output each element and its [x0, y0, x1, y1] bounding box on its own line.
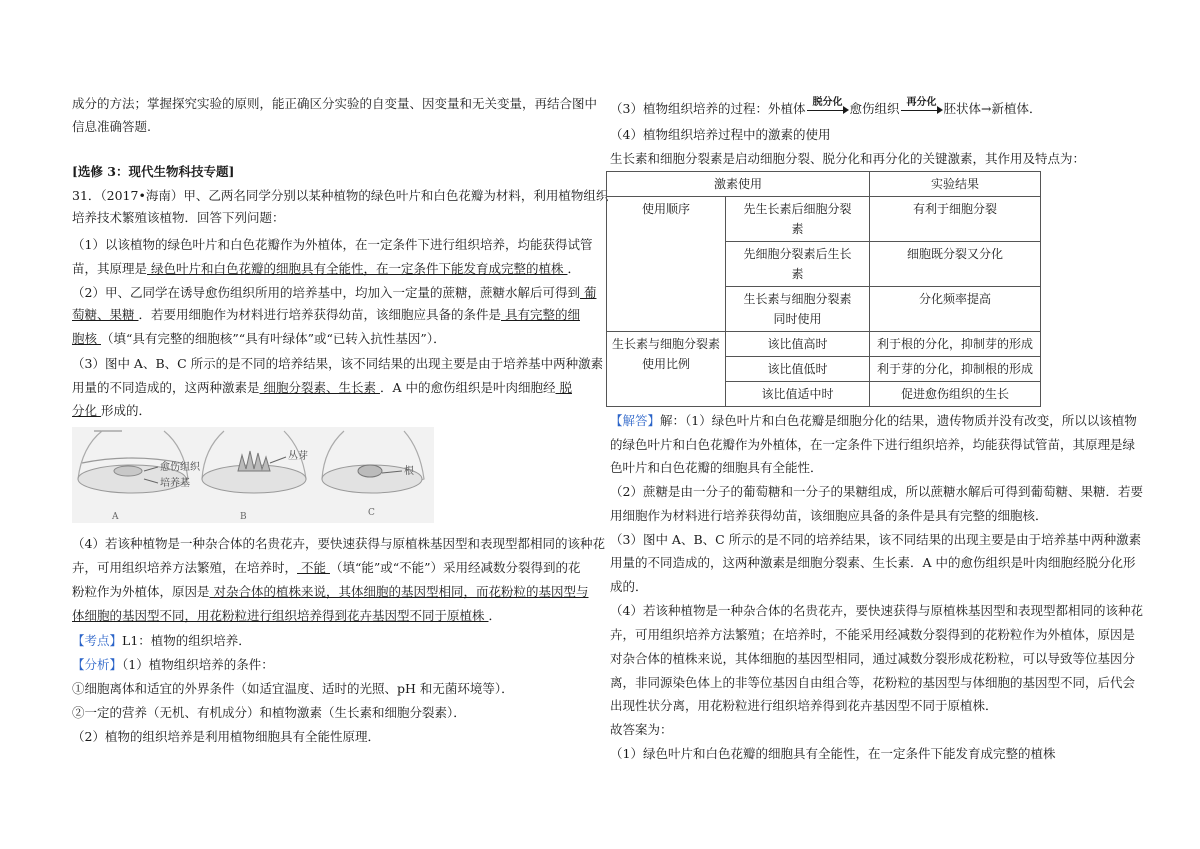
- text-span: （填“能”或“不能”）采用经减数分裂得到的花: [329, 560, 581, 575]
- solution-line: 用细胞作为材料进行培养获得幼苗，该细胞应具备的条件是具有完整的细胞核．: [610, 508, 1048, 523]
- question-stem: 培养技术繁殖该植物．回答下列问题：: [72, 210, 285, 225]
- figure-panel-label: C: [368, 508, 375, 518]
- text-line: （4）植物组织培养过程中的激素的使用: [610, 127, 831, 142]
- question-part: （1）以该植物的绿色叶片和白色花瓣作为外植体，在一定条件下进行组织培养，均能获得试管: [72, 237, 593, 252]
- arrow-redifferentiation: [899, 97, 943, 117]
- text-span: （2）甲、乙同学在诱导愈伤组织所用的培养基中，均加入一定量的蔗糖，蔗糖水解后可得到: [72, 285, 580, 300]
- table-group-label: 生长素与细胞分裂素 使用比例: [607, 332, 726, 407]
- analysis-item: ②一定的营养（无机、有机成分）和植物激素（生长素和细胞分裂素）．: [72, 705, 466, 720]
- question-part: （3）图中 A、B、C 所示的是不同的培养结果，该不同结果的出现主要是由于培养基中两种激素: [72, 356, 604, 371]
- solution-line: 卉，可用组织培养方法繁殖；在培养时，不能采用经减数分裂得到的花粉粒作为外植体，原因是: [610, 627, 1136, 642]
- answer-underlined: 萄糖、果糖: [72, 307, 139, 322]
- table-cell: 该比值适中时: [726, 382, 870, 407]
- figure-label: 培养基: [160, 478, 190, 489]
- table-cell: 分化频率提高: [870, 287, 1041, 332]
- solution-line: 对杂合体的植株来说，其体细胞的基因型相同，通过减数分裂形成花粉粒，可以导致等位基因分: [610, 651, 1136, 666]
- text-span: L1：植物的组织培养．: [122, 633, 251, 648]
- section-heading: [选修 3：现代生物科技专题]: [72, 164, 235, 179]
- question-part: [72, 584, 589, 600]
- hormone-table: [606, 171, 1041, 407]
- jieda-tag: 【解答】: [610, 413, 661, 428]
- solution-line: （2）蔗糖是由一分子的葡萄糖和一分子的果糖组成，所以蔗糖水解后可得到葡萄糖、果糖．若要: [610, 484, 1143, 499]
- question-part: [72, 261, 580, 277]
- arrow-label: 脱分化: [812, 97, 843, 108]
- answer-underlined: 不能: [297, 560, 330, 575]
- answer-underlined: 绿色叶片和白色花瓣的细胞具有全能性，在一定条件下能发育成完整的植株: [147, 261, 568, 276]
- text-line: 生长素和细胞分裂素是启动细胞分裂、脱分化和再分化的关键激素，其作用及特点为：: [610, 151, 1086, 166]
- text-span: 用量的不同造成的，这两种激素是: [72, 380, 260, 395]
- answer-underlined: 对杂合体的植株来说，其体细胞的基因型相同，而花粉粒的基因型与: [209, 584, 589, 599]
- text-span: 卉，可用组织培养方法繁殖，在培养时，: [72, 560, 298, 575]
- text-span: 解：（1）绿色叶片和白色花瓣是细胞分化的结果，遗传物质并没有改变，所以以该植物: [660, 413, 1137, 428]
- solution-line: 成的．: [610, 579, 648, 594]
- question-part: [72, 560, 581, 576]
- text-span: ．若要用细胞作为材料进行培养获得幼苗，该细胞应具备的条件是: [138, 307, 501, 322]
- text-span: ．A 中的愈伤组织是叶肉细胞经: [379, 380, 556, 395]
- text-span: 苗，其原理是: [72, 261, 148, 276]
- question-part: [72, 608, 501, 624]
- figure-label: 根: [404, 466, 414, 477]
- knowledge-point: [72, 633, 251, 649]
- text-span: （1）植物组织培养的条件：: [122, 657, 274, 672]
- table-cell: 先生长素后细胞分裂 素: [726, 197, 870, 242]
- text-span: （3）植物组织培养的过程：外植体: [610, 101, 806, 116]
- answer-underlined: 胞核: [72, 331, 101, 346]
- answer-underlined: 葡: [579, 285, 597, 300]
- arrow-label: 再分化: [906, 97, 937, 108]
- fenxi-tag: 【分析】: [72, 657, 123, 672]
- table-cell: 利于芽的分化，抑制根的形成: [870, 357, 1041, 382]
- solution-line: 离，非同源染色体上的非等位基因自由组合等，花粉粒的基因型与体细胞的基因型不同，后代会: [610, 675, 1136, 690]
- question-part: （4）若该种植物是一种杂合体的名贵花卉，要快速获得与原植株基因型和表现型都相同的该种花: [72, 536, 605, 551]
- table-group-label: 使用顺序: [607, 197, 726, 332]
- solution-line: 出现性状分离，用花粉粒进行组织培养得到花卉基因型不同于原植株．: [610, 698, 998, 713]
- text-line: 成分的方法；掌握探究实验的原则，能正确区分实验的自变量、因变量和无关变量，再结合图中: [72, 96, 598, 111]
- answer-heading: 故答案为：: [610, 722, 673, 737]
- table-cell: 促进愈伤组织的生长: [870, 382, 1041, 407]
- solution-line: （3）图中 A、B、C 所示的是不同的培养结果，该不同结果的出现主要是由于培养基中两种激素: [610, 532, 1142, 547]
- text-span: ．: [567, 261, 580, 276]
- figure-label: 愈伤组织: [160, 462, 200, 473]
- question-part: [72, 380, 572, 396]
- table-cell: 先细胞分裂素后生长 素: [726, 242, 870, 287]
- analysis: [72, 657, 274, 673]
- process-line: [610, 97, 1042, 117]
- table-cell: 该比值高时: [726, 332, 870, 357]
- answer-underlined: 分化: [72, 403, 101, 418]
- text-line: 信息准确答题.: [72, 119, 151, 134]
- answer-underlined: 细胞分裂素、生长素: [259, 380, 380, 395]
- text-span: ．: [488, 608, 501, 623]
- question-stem: 31．（2017•海南）甲、乙两名同学分别以某种植物的绿色叶片和白色花瓣为材料，利用植物组织: [72, 188, 609, 203]
- culture-dish-figure: [72, 427, 434, 523]
- figure-label: 丛芽: [288, 451, 308, 462]
- table-cell: 生长素与细胞分裂素 同时使用: [726, 287, 870, 332]
- solution-line: [610, 413, 1137, 429]
- solution-line: 用量的不同造成的，这两种激素是细胞分裂素、生长素．A 中的愈伤组织是叶肉细胞经脱分化形: [610, 555, 1136, 570]
- answer-underlined: 体细胞的基因型不同，用花粉粒进行组织培养得到花卉基因型不同于原植株: [72, 608, 489, 623]
- culture-dish-illustration: [72, 427, 434, 523]
- table-cell: 有利于细胞分裂: [870, 197, 1041, 242]
- analysis-item: ①细胞离体和适宜的外界条件（如适宜温度、适时的光照、pH 和无菌环境等）．: [72, 681, 514, 696]
- text-span: 粉粒作为外植体，原因是: [72, 584, 210, 599]
- question-part: [72, 403, 151, 419]
- arrow-dedifferentiation: [805, 97, 849, 117]
- solution-line: 的绿色叶片和白色花瓣作为外植体，在一定条件下进行组织培养，均能获得试管苗，其原理是绿: [610, 437, 1136, 452]
- solution-line: 色叶片和白色花瓣的细胞具有全能性．: [610, 460, 823, 475]
- text-span: （填“具有完整的细胞核”“具有叶绿体”或“已转入抗性基因”）．: [100, 331, 446, 346]
- answer-underlined: 脱: [555, 380, 572, 395]
- figure-panel-label: B: [240, 512, 247, 522]
- solution-line: （4）若该种植物是一种杂合体的名贵花卉，要快速获得与原植株基因型和表现型都相同的该种花: [610, 603, 1143, 618]
- question-part: [72, 285, 596, 301]
- text-span: 愈伤组织: [849, 101, 900, 116]
- table-header: 实验结果: [870, 172, 1041, 197]
- question-part: [72, 307, 580, 323]
- answer-underlined: 具有完整的细: [501, 307, 580, 322]
- answer-line: （1）绿色叶片和白色花瓣的细胞具有全能性，在一定条件下能发育成完整的植株: [610, 746, 1056, 761]
- figure-panel-label: A: [112, 512, 119, 522]
- analysis-item: （2）植物的组织培养是利用植物细胞具有全能性原理．: [72, 729, 380, 744]
- text-span: 胚状体→新植体．: [943, 101, 1042, 116]
- table-cell: 利于根的分化，抑制芽的形成: [870, 332, 1041, 357]
- kaodian-tag: 【考点】: [72, 633, 123, 648]
- question-part: [72, 331, 446, 347]
- text-span: 形成的．: [100, 403, 151, 418]
- table-cell: 细胞既分裂又分化: [870, 242, 1041, 287]
- table-cell: 该比值低时: [726, 357, 870, 382]
- table-header: 激素使用: [607, 172, 870, 197]
